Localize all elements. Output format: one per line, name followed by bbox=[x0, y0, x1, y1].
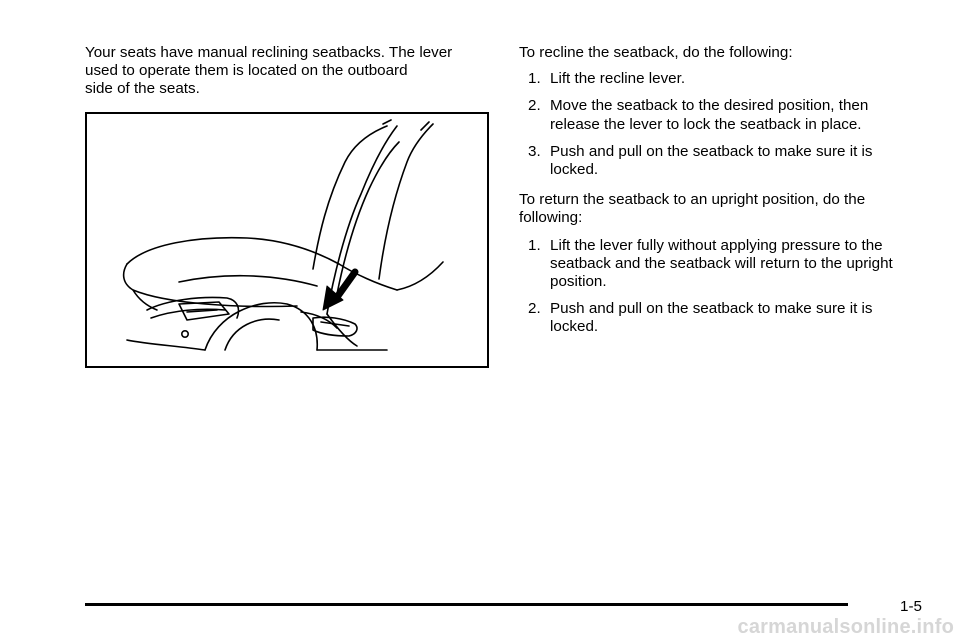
step-line: position. bbox=[550, 273, 607, 291]
list-item bbox=[519, 143, 939, 179]
step-line: Push and pull on the seatback to make sure it is bbox=[550, 300, 873, 318]
step-line: Lift the lever fully without applying pressure to the bbox=[550, 236, 883, 254]
step-number: 3. bbox=[528, 142, 541, 160]
intro-paragraph bbox=[85, 44, 495, 99]
list-item bbox=[519, 70, 939, 88]
recline-intro: To recline the seatback, do the following: bbox=[519, 44, 793, 61]
step-line: Lift the recline lever. bbox=[550, 70, 686, 88]
step-line: locked. bbox=[550, 161, 599, 179]
upright-steps bbox=[519, 237, 939, 337]
step-line: seatback and the seatback will return to the upright bbox=[550, 254, 893, 272]
watermark: carmanualsonline.info bbox=[737, 616, 954, 638]
step-line: release the lever to lock the seatback in place. bbox=[550, 115, 862, 133]
upright-intro bbox=[519, 191, 939, 227]
footer-rule bbox=[85, 603, 848, 606]
left-column bbox=[85, 44, 495, 99]
intro-line: Your seats have manual reclining seatbacks. The lever bbox=[85, 44, 453, 61]
step-line: Move the seatback to the desired position, then bbox=[550, 97, 869, 115]
seat-recline-figure bbox=[85, 112, 489, 368]
step-line: locked. bbox=[550, 318, 599, 336]
upright-intro-line: To return the seatback to an upright position, do the bbox=[519, 191, 866, 209]
recline-steps bbox=[519, 70, 939, 179]
step-number: 1. bbox=[528, 236, 541, 254]
page-number: 1-5 bbox=[900, 598, 922, 615]
intro-line: side of the seats. bbox=[85, 80, 200, 98]
seat-recline-lever-illustration bbox=[87, 114, 487, 366]
right-column bbox=[519, 44, 939, 346]
step-number: 1. bbox=[528, 70, 541, 88]
upright-intro-line: following: bbox=[519, 209, 583, 227]
list-item bbox=[519, 97, 939, 133]
step-number: 2. bbox=[528, 300, 541, 318]
list-item bbox=[519, 237, 939, 292]
intro-line: used to operate them is located on the outboard bbox=[85, 62, 408, 80]
list-item bbox=[519, 300, 939, 336]
step-line: Push and pull on the seatback to make sure it is bbox=[550, 142, 873, 160]
step-number: 2. bbox=[528, 97, 541, 115]
